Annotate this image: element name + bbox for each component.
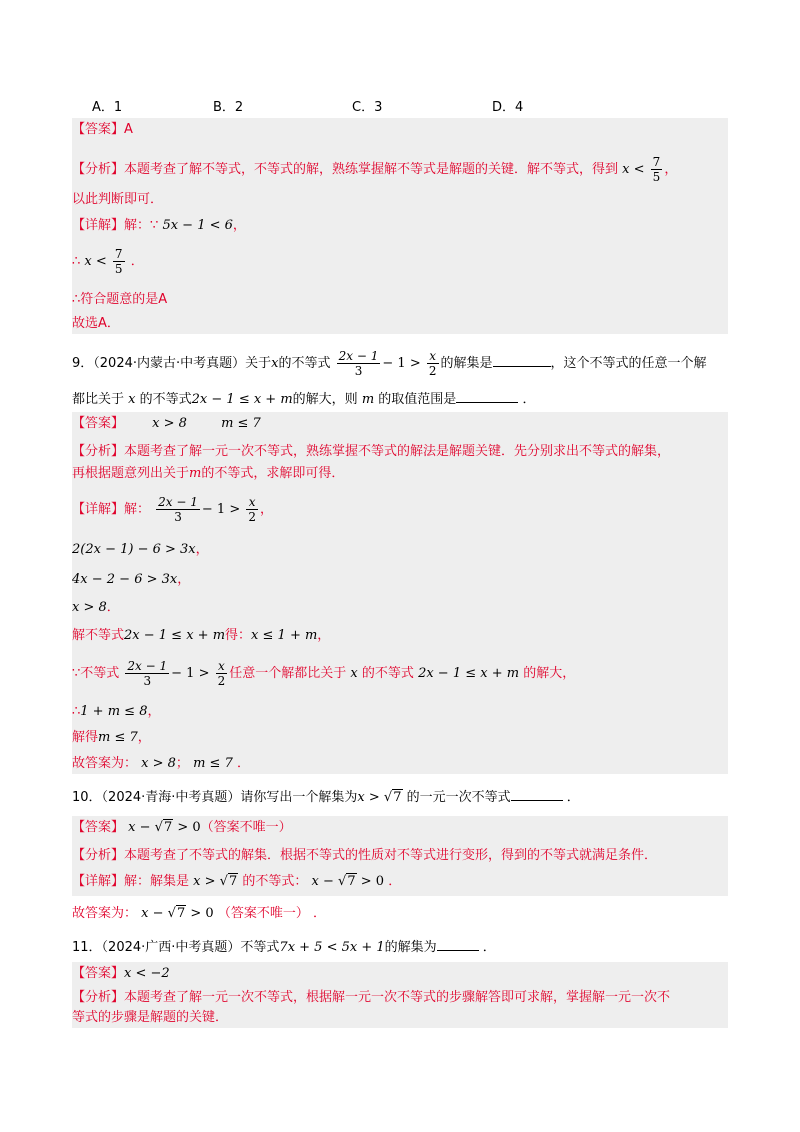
- q9-blank-1: [493, 352, 551, 367]
- q9-step1: 2(2x − 1) − 6 > 3x，: [72, 542, 209, 557]
- q9-step2: 4x − 2 − 6 > 3x，: [72, 572, 191, 587]
- q11-blank: [437, 936, 479, 951]
- q8-match: ∴符合题意的是A: [72, 292, 168, 307]
- q10-analysis: 【分析】本题考查了不等式的解集．根据不等式的性质对不等式进行变形，得到的不等式就满足条件．: [72, 848, 658, 863]
- q10-final: 故答案为： x − √7 > 0 （答案不唯一） ．: [72, 906, 326, 921]
- q10-blank: [511, 786, 563, 801]
- q9-analysis-cont: 再根据题意列出关于m的不等式，求解即可得．: [72, 466, 345, 481]
- q10-answer: 【答案】 x − √7 > 0（答案不唯一）: [72, 820, 292, 835]
- q11-analysis: 【分析】本题考查了解一元一次不等式，根据解一元一次不等式的步骤解答即可求解，掌握解一元一次不: [72, 990, 671, 1005]
- q9-analysis: 【分析】本题考查了解一元一次不等式，熟练掌握不等式的解法是解题关键．先分别求出不等式的解集，: [72, 444, 671, 459]
- q10-stem: 10．（2024·青海·中考真题）请你写出一个解集为x > √7 的一元一次不等式 ．: [72, 786, 728, 808]
- q8-analysis-cont: 以此判断即可．: [72, 192, 164, 207]
- option-c: C．3: [352, 100, 383, 115]
- option-b: B．2: [213, 100, 244, 115]
- q9-blank-2: [456, 388, 518, 403]
- q8-choose: 故选A．: [72, 316, 120, 331]
- q9-stem-line2: 都比关于 x 的不等式2x − 1 ≤ x + m的解大，则 m 的取值范围是 ．: [72, 388, 728, 410]
- q9-stem-line1: 9．（2024·内蒙古·中考真题）关于x的不等式 $\frac{2x - 1}{3}$ − 1 > $\frac{x}{2}$ 的解集是 ，这个不等式的任意一个解: [72, 349, 707, 378]
- option-d: D．4: [492, 100, 524, 115]
- q9-answer: 【答案】 x > 8 m ≤ 7: [72, 416, 261, 431]
- q11-stem: 11．（2024·广西·中考真题）不等式7x + 5 < 5x + 1的解集为 ．: [72, 936, 728, 958]
- q11-answer: 【答案】x < −2: [72, 966, 170, 981]
- option-a: A．1: [92, 100, 123, 115]
- q9-step6: ∴1 + m ≤ 8，: [72, 704, 161, 719]
- q9-step4: 解不等式2x − 1 ≤ x + m得：x ≤ 1 + m，: [72, 628, 331, 643]
- q9-step7: 解得m ≤ 7，: [72, 730, 151, 745]
- q8-detail: 【详解】解：∵ 5x − 1 < 6，: [72, 218, 246, 233]
- q8-step1: ∴ x < $\frac{7}{5}$ ．: [72, 247, 144, 276]
- q8-answer: 【答案】A: [72, 122, 133, 137]
- q9-step3: x > 8．: [72, 600, 120, 615]
- q11-analysis-cont: 等式的步骤是解题的关键．: [72, 1010, 229, 1025]
- q8-analysis: 【分析】本题考查了解不等式，不等式的解，熟练掌握解不等式是解题的关键．解不等式，得到 x < $\frac{7}{5}$ ，: [72, 155, 678, 184]
- q9-final: 故答案为： x > 8； m ≤ 7 ．: [72, 756, 250, 771]
- choice-options: [92, 96, 692, 116]
- q10-detail: 【详解】解：解集是 x > √7 的不等式： x − √7 > 0 ．: [72, 874, 402, 889]
- q9-detail: 【详解】解： $\frac{2x - 1}{3}$ − 1 > $\frac{x}{2}$ ，: [72, 495, 274, 524]
- q9-step5: ∵不等式 $\frac{2x - 1}{3}$ − 1 > $\frac{x}{2}$ 任意一个解都比关于 x 的不等式 2x − 1 ≤ x + m 的解大，: [72, 659, 576, 688]
- fraction: $\frac{7}{5}$: [652, 155, 661, 184]
